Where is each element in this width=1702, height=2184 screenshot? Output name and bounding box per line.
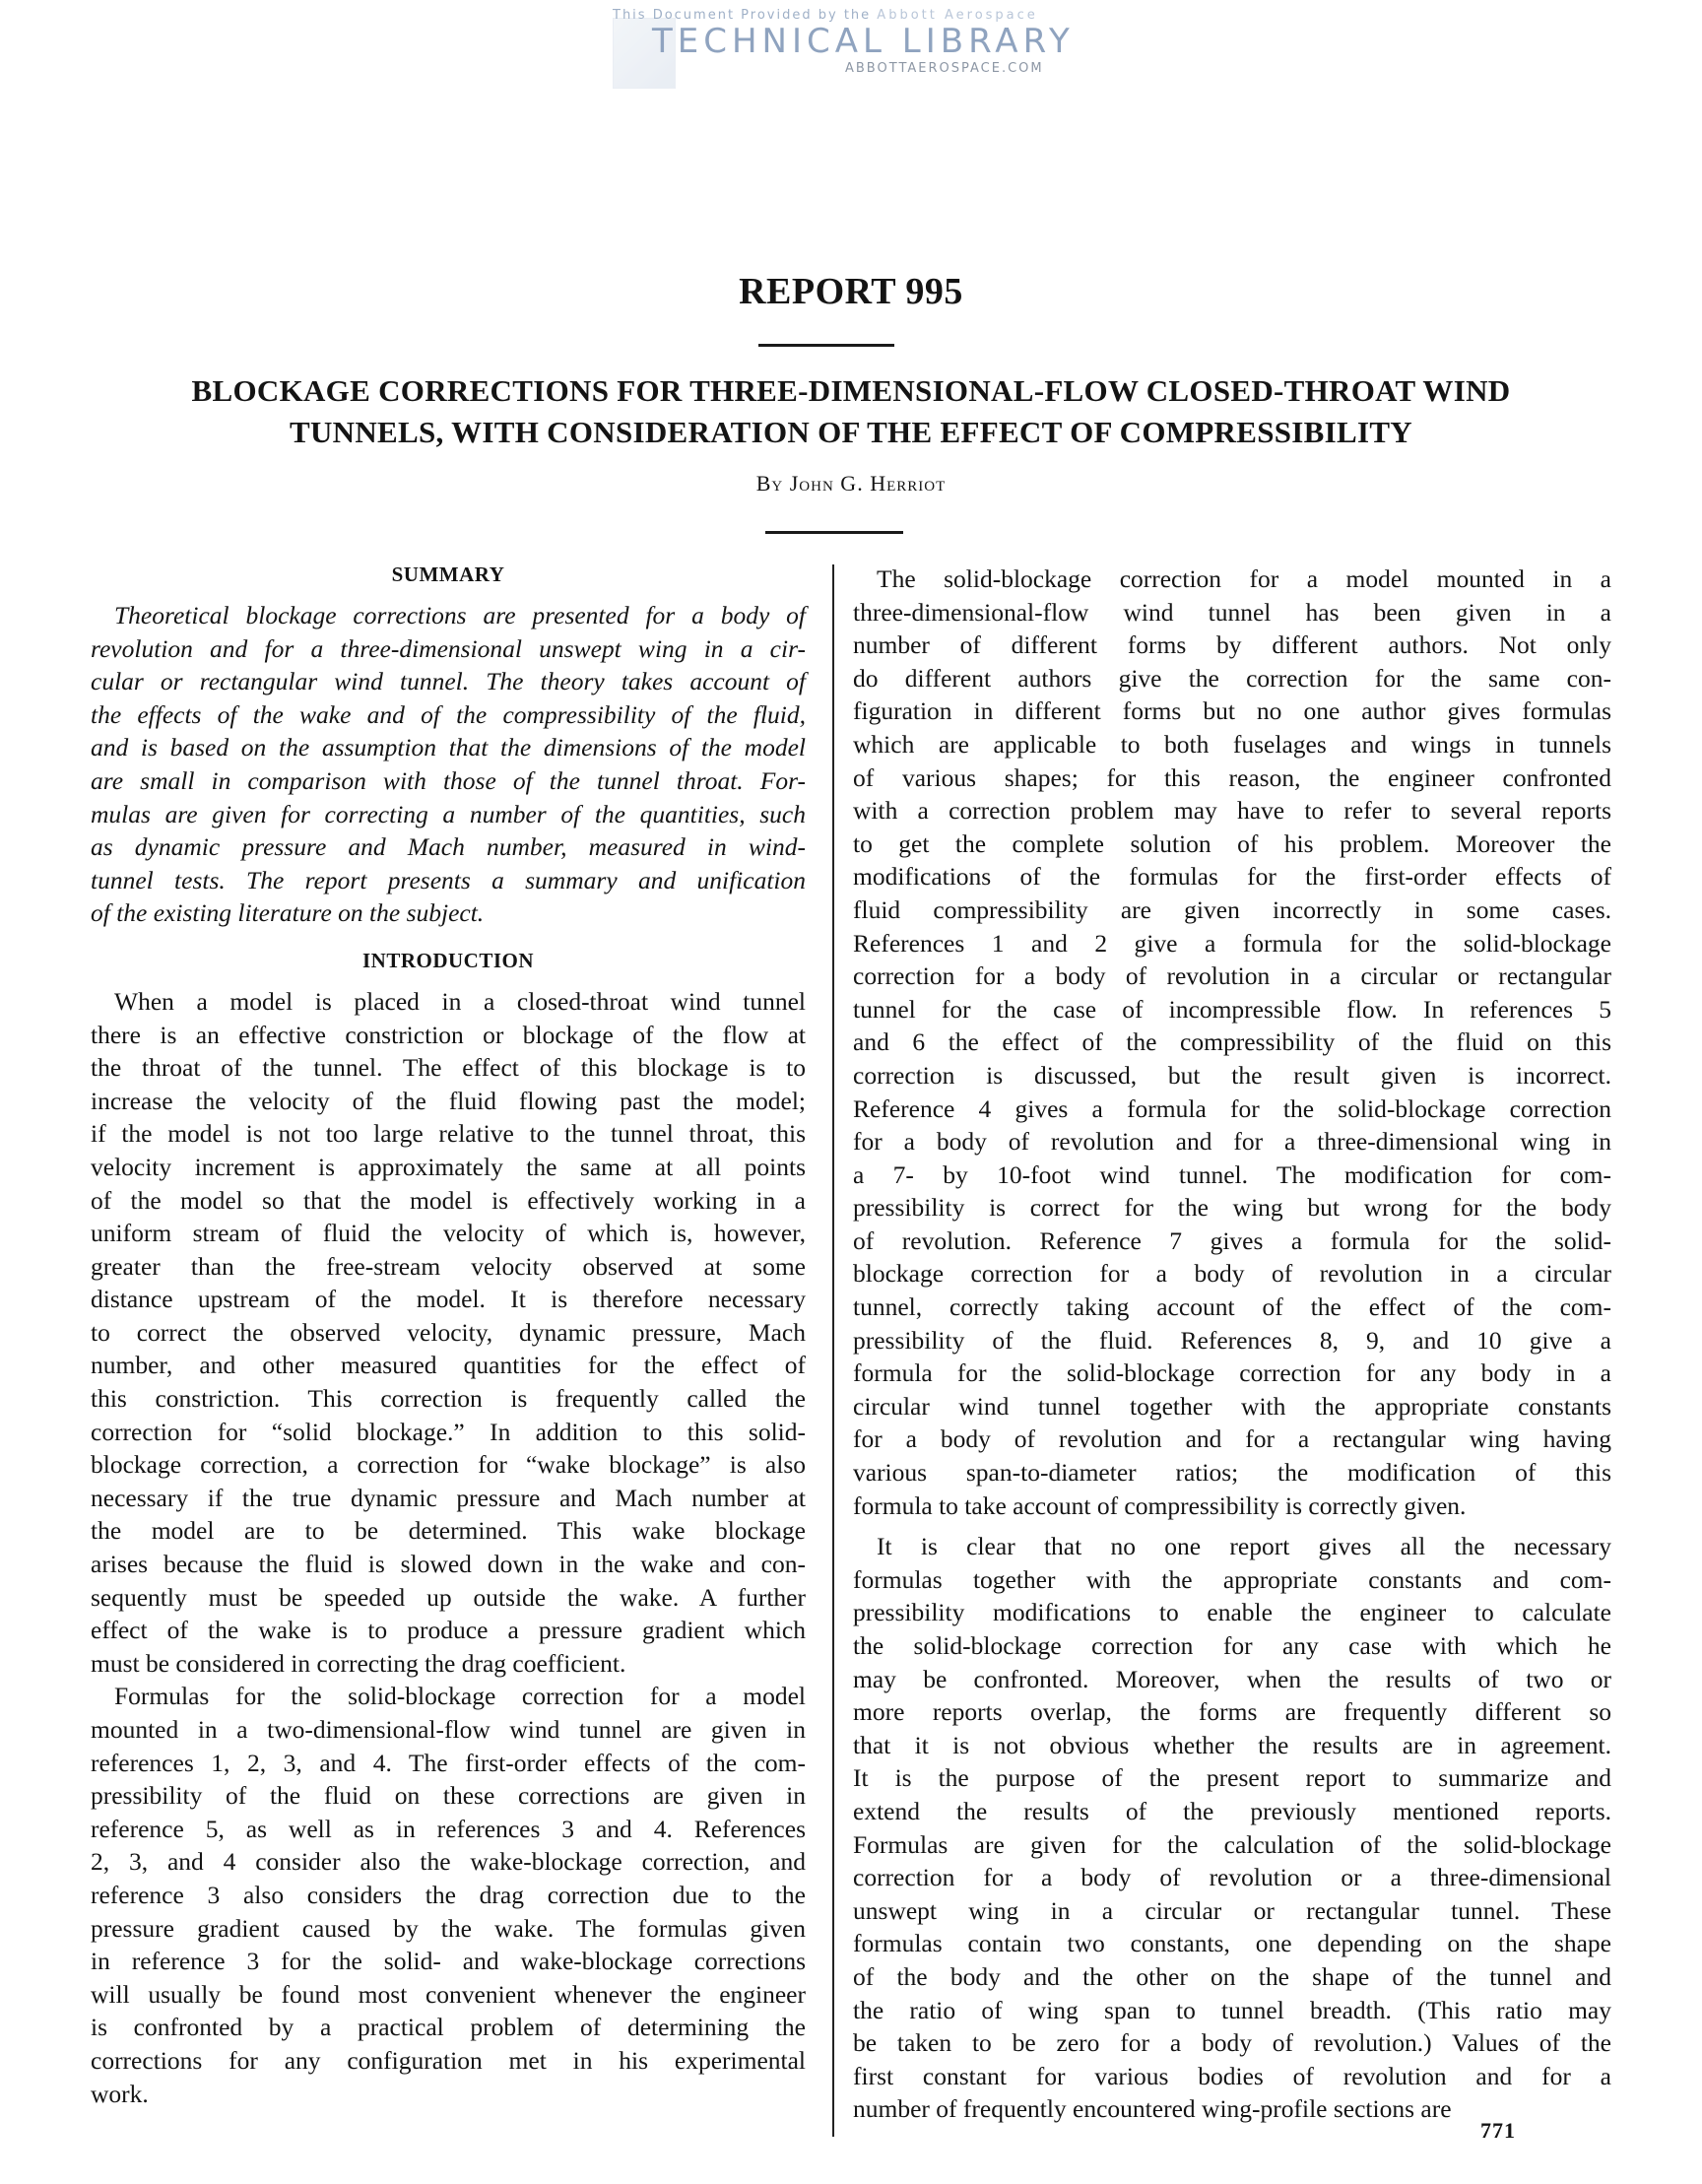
text-line: tunnel for the case of incompressible flow. In references 5 [853, 994, 1611, 1024]
text-line: reference 5, as well as in references 3 and 4. References [91, 1814, 806, 1843]
text-line: first constant for various bodies of revolution and for a [853, 2061, 1611, 2090]
introduction-heading: INTRODUCTION [361, 948, 535, 972]
text-line: correction for a body of revolution in a circular or rectangular [853, 961, 1611, 991]
text-line: extend the results of the previously mentioned reports. [853, 1796, 1611, 1825]
text-line: there is an effective constriction or blockage of the flow at [91, 1020, 806, 1049]
text-line: cular or rectangular wind tunnel. The theory takes account of [91, 667, 806, 696]
text-line: distance upstream of the model. It is therefore necessary [91, 1285, 806, 1314]
right-column [853, 563, 1611, 2126]
summary-paragraph [91, 599, 806, 930]
author-byline: By John G. Herriot [755, 471, 947, 496]
text-line: as dynamic pressure and Mach number, measured in wind- [91, 832, 806, 862]
text-line: uniform stream of fluid the velocity of which is, however, [91, 1219, 806, 1248]
text-line: that it is not obvious whether the results are in agreement. [853, 1730, 1611, 1759]
text-line: It is clear that no one report gives all the necessary [877, 1532, 1611, 1561]
watermark-provided-text: This Document Provided by the [613, 8, 872, 23]
text-line: will usually be found most convenient whenever the engineer [91, 1979, 806, 2009]
text-line: a 7- by 10-foot wind tunnel. The modification for com- [853, 1159, 1611, 1189]
text-line: arises because the fluid is slowed down in the wake and con- [91, 1550, 806, 1579]
text-line: unswept wing in a circular or rectangular tunnel. These [853, 1895, 1611, 1925]
text-line: circular wind tunnel together with the appropriate constants [853, 1391, 1611, 1421]
report-title [0, 370, 1702, 453]
report-title-line-1: BLOCKAGE CORRECTIONS FOR THREE-DIMENSIONAL-FLOW CLOSED-THROAT WIND [191, 373, 1511, 408]
introduction-paragraph-4 [853, 1530, 1611, 2126]
text-line: pressibility of the fluid. References 8, 9, and 10 give a [853, 1325, 1611, 1355]
text-line: reference 3 also considers the drag correction due to the [91, 1880, 806, 1909]
text-line: When a model is placed in a closed-throat wind tunnel [114, 986, 806, 1016]
text-line: increase the velocity of the fluid flowing past the model; [91, 1086, 806, 1115]
text-line: do different authors give the correction for the same con- [853, 663, 1611, 693]
text-line: pressure gradient caused by the wake. The formulas given [91, 1913, 806, 1943]
text-line: effect of the wake is to produce a pressure gradient which [91, 1616, 806, 1645]
text-line: work. [91, 2079, 149, 2108]
text-line: 2, 3, and 4 consider also the wake-blockage correction, and [91, 1847, 806, 1877]
text-line: tunnel, correctly taking account of the effect of the com- [853, 1292, 1611, 1322]
text-line: formulas together with the appropriate constants and com- [853, 1564, 1611, 1594]
text-line: blockage correction for a body of revolution in a circular [853, 1259, 1611, 1289]
text-line: and 6 the effect of the compressibility of the fluid on this [853, 1027, 1611, 1057]
text-line: the throat of the tunnel. The effect of this blockage is to [91, 1053, 806, 1083]
summary-heading: SUMMARY [391, 563, 505, 586]
text-line: of the existing literature on the subject. [91, 898, 485, 928]
text-line: Theoretical blockage corrections are presented for a body of [114, 601, 806, 629]
introduction-paragraph-2 [91, 1680, 806, 2110]
text-line: which are applicable to both fuselages and wings in tunnels [853, 729, 1611, 759]
text-line: of various shapes; for this reason, the engineer confronted [853, 762, 1611, 792]
text-line: It is the purpose of the present report to summarize and [853, 1763, 1611, 1793]
text-line: must be considered in correcting the drag coefficient. [91, 1648, 626, 1678]
text-line: pressibility of the fluid on these corrections are given in [91, 1781, 806, 1811]
report-title-line-2: TUNNELS, WITH CONSIDERATION OF THE EFFECT OF COMPRESSIBILITY [290, 415, 1412, 449]
text-line: formula for the solid-blockage correction for any body in a [853, 1358, 1611, 1388]
text-line: mounted in a two-dimensional-flow wind tunnel are given in [91, 1715, 806, 1744]
text-line: various span-to-diameter ratios; the modification of this [853, 1458, 1611, 1488]
watermark-provided-by [613, 8, 1038, 23]
column-divider [832, 564, 834, 2137]
introduction-paragraph-1 [91, 985, 806, 1680]
text-line: the model are to be determined. This wake blockage [91, 1516, 806, 1546]
watermark-technical-library: TECHNICAL LIBRARY [652, 22, 1075, 61]
text-line: Formulas for the solid-blockage correction for a model [114, 1682, 806, 1711]
text-line: correction for a body of revolution or a three-dimensional [853, 1863, 1611, 1892]
text-line: the solid-blockage correction for any case with which he [853, 1631, 1611, 1660]
page-number: 771 [1480, 2118, 1516, 2143]
left-column [91, 558, 806, 2110]
text-line: is confronted by a practical problem of determining the [91, 2013, 806, 2042]
text-line: tunnel tests. The report presents a summary and unification [91, 865, 806, 894]
text-line: of the body and the other on the shape of the tunnel and [853, 1961, 1611, 1991]
header-rule-top [758, 344, 894, 347]
text-line: for a body of revolution and for a three-dimensional wing in [853, 1127, 1611, 1157]
text-line: formula to take account of compressibility is correctly given. [853, 1490, 1467, 1520]
text-line: to get the complete solution of his problem. Moreover the [853, 828, 1611, 858]
text-line: formulas contain two constants, one depending on the shape [853, 1929, 1611, 1958]
text-line: the effects of the wake and of the compressibility of the fluid, [91, 699, 806, 729]
text-line: Formulas are given for the calculation of the solid-blockage [853, 1829, 1611, 1859]
text-line: to correct the observed velocity, dynamic pressure, Mach [91, 1317, 806, 1347]
text-line: necessary if the true dynamic pressure and Mach number at [91, 1483, 806, 1512]
watermark-url: ABBOTTAEROSPACE.COM [845, 61, 1044, 76]
text-line: References 1 and 2 give a formula for the solid-blockage [853, 928, 1611, 958]
text-line: correction is discussed, but the result given is incorrect. [853, 1060, 1611, 1090]
text-line: pressibility is correct for the wing but wrong for the body [853, 1193, 1611, 1223]
text-line: velocity increment is approximately the same at all points [91, 1152, 806, 1181]
text-line: in reference 3 for the solid- and wake-blockage corrections [91, 1947, 806, 1976]
text-line: mulas are given for correcting a number of the quantities, such [91, 799, 806, 828]
text-line: correction for “solid blockage.” In addition to this solid- [91, 1417, 806, 1446]
text-line: number of frequently encountered wing-profile sections are [853, 2094, 1452, 2124]
text-line: Reference 4 gives a formula for the solid-blockage correction [853, 1093, 1611, 1123]
text-line: this constriction. This correction is frequently called the [91, 1384, 806, 1414]
text-line: if the model is not too large relative to the tunnel throat, this [91, 1119, 806, 1149]
text-line: figuration in different forms but no one author gives formulas [853, 696, 1611, 726]
watermark-brand-text: Abbott Aerospace [877, 8, 1038, 23]
text-line: with a correction problem may have to refer to several reports [853, 796, 1611, 826]
text-line: and is based on the assumption that the dimensions of the model [91, 733, 806, 762]
text-line: modifications of the formulas for the first-order effects of [853, 862, 1611, 892]
text-line: number, and other measured quantities for the effect of [91, 1351, 806, 1380]
text-line: number of different forms by different authors. Not only [853, 630, 1611, 660]
report-number: REPORT 995 [739, 271, 963, 312]
text-line: are small in comparison with those of the tunnel throat. For- [91, 765, 806, 795]
text-line: pressibility modifications to enable the engineer to calculate [853, 1598, 1611, 1627]
text-line: corrections for any configuration met in his experimental [91, 2045, 806, 2075]
header-rule-bottom [765, 531, 903, 534]
text-line: The solid-blockage correction for a model mounted in a [877, 564, 1611, 593]
text-line: may be confronted. Moreover, when the results of two or [853, 1664, 1611, 1693]
text-line: for a body of revolution and for a rectangular wing having [853, 1424, 1611, 1454]
text-line: three-dimensional-flow wind tunnel has been given in a [853, 597, 1611, 627]
text-line: of revolution. Reference 7 gives a formula for the solid- [853, 1225, 1611, 1255]
text-line: more reports overlap, the forms are frequently different so [853, 1697, 1611, 1727]
text-line: revolution and for a three-dimensional unswept wing in a cir- [91, 633, 806, 663]
text-line: fluid compressibility are given incorrectly in some cases. [853, 894, 1611, 924]
text-line: the ratio of wing span to tunnel breadth. (This ratio may [853, 1995, 1611, 2024]
text-line: sequently must be speeded up outside the wake. A further [91, 1582, 806, 1612]
text-line: references 1, 2, 3, and 4. The first-order effects of the com- [91, 1748, 806, 1777]
text-line: of the model so that the model is effectively working in a [91, 1185, 806, 1215]
introduction-paragraph-3 [853, 563, 1611, 1522]
text-line: blockage correction, a correction for “wake blockage” is also [91, 1450, 806, 1480]
text-line: greater than the free-stream velocity observed at some [91, 1251, 806, 1281]
abbott-aerospace-watermark [603, 4, 1095, 89]
text-line: be taken to be zero for a body of revolution.) Values of the [853, 2028, 1611, 2058]
